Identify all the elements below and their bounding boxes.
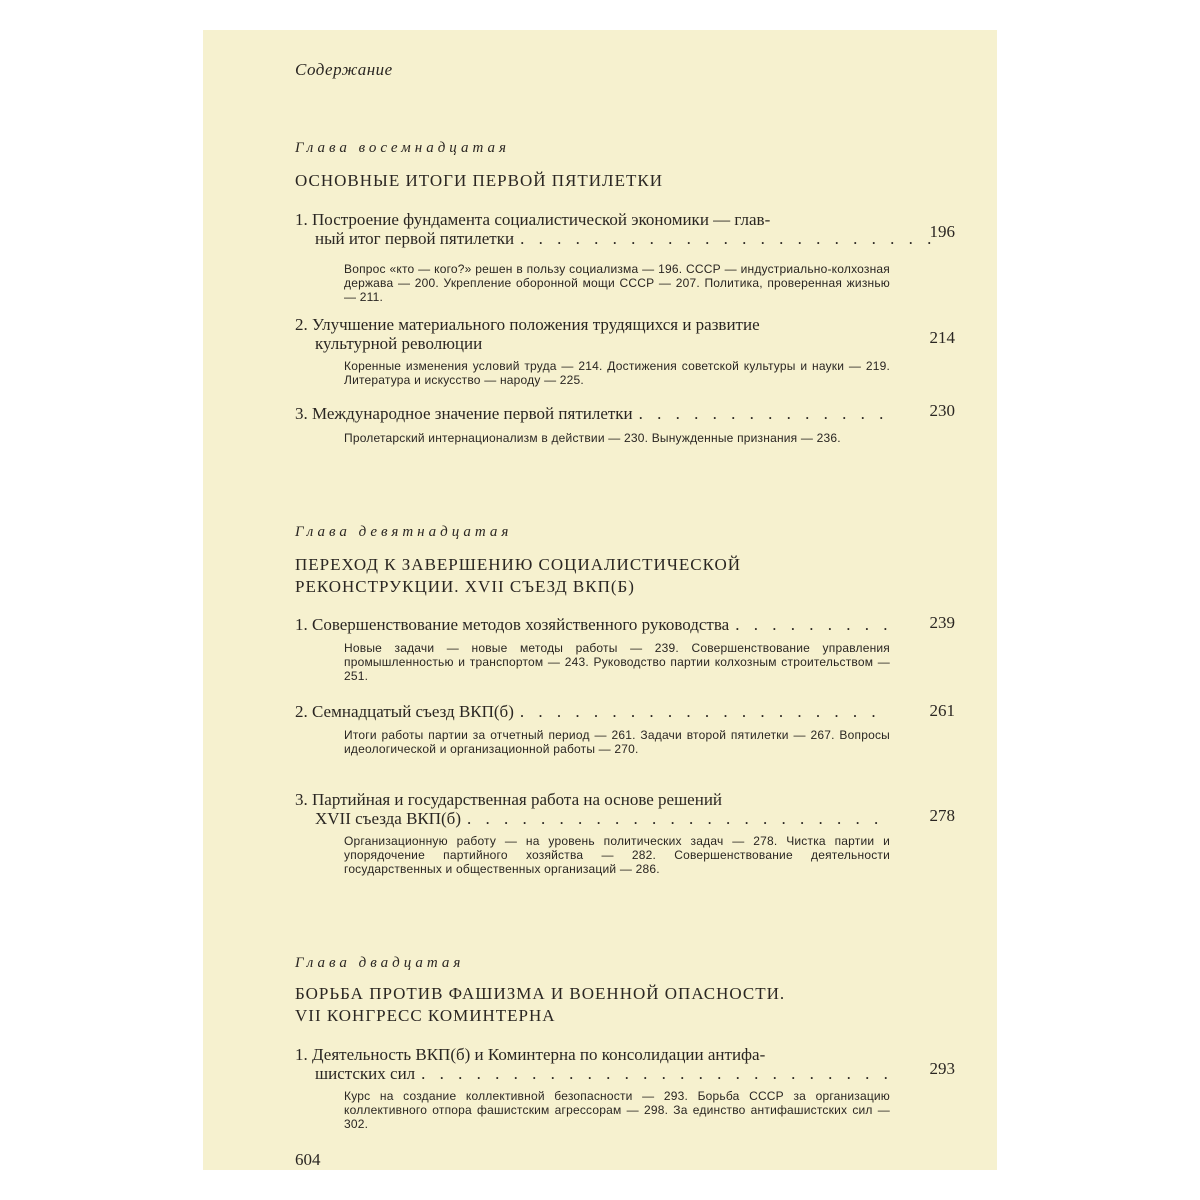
chapter-title-line: ПЕРЕХОД К ЗАВЕРШЕНИЮ СОЦИАЛИСТИЧЕСКОЙ [295,555,742,574]
section-title-line: 1. Деятельность ВКП(б) и Коминтерна по консолидации антифа- [295,1045,766,1064]
section-page-number: 230 [929,401,955,420]
section-page-number: 278 [929,806,955,825]
section-title-line: культурной революции [315,334,483,353]
page-number: 604 [295,1150,321,1169]
toc-section-19-2 [295,701,955,756]
toc-section-20-1 [295,1045,955,1131]
section-summary: Коренные изменения условий труда — 214. Достижения советской культуры и науки — 219. Литература и искусство — народу — 225. [344,359,890,387]
section-title-row [295,809,950,828]
section-title-line: 2. Улучшение материального положения трудящихся и развитие [295,315,760,334]
section-summary: Пролетарский интернационализм в действии — 230. Вынужденные признания — 236. [344,431,841,445]
section-page-number: 239 [929,613,955,632]
chapter-title-line: ОСНОВНЫЕ ИТОГИ ПЕРВОЙ ПЯТИЛЕТКИ [295,171,663,190]
section-title-line: 3. Международное значение первой пятилетки [295,404,633,423]
toc-section-18-3 [295,401,955,445]
section-title-row [295,1064,950,1083]
chapter-20-label: Глава двадцатая [295,955,465,971]
page-header: Содержание [295,60,393,79]
toc-section-18-1 [295,210,955,304]
dot-leader [520,229,944,248]
section-summary: Курс на создание коллективной безопасности — 293. Борьба СССР за организацию коллективного отпора фашистским агрессорам — 298. За единство антифашистских сил — 302. [344,1089,890,1131]
section-title-row [295,334,950,353]
section-title-line: шистских сил [315,1064,416,1083]
chapter-18-title [295,170,855,192]
dot-leader [520,702,890,721]
chapter-18-label: Глава восемнадцатая [295,140,510,156]
chapter-19-label: Глава девятнадцатая [295,524,513,540]
chapter-title-line: РЕКОНСТРУКЦИИ. XVII СЪЕЗД ВКП(Б) [295,577,635,596]
section-summary: Вопрос «кто — кого?» решен в пользу социализма — 196. СССР — индустриально-колхозная держава — 200. Укрепление оборонной мощи СССР — 207. Политика, проверенная жизнью — 211. [344,262,890,304]
section-title-row [295,615,950,634]
section-page-number: 261 [929,701,955,720]
chapter-title-line: БОРЬБА ПРОТИВ ФАШИЗМА И ВОЕННОЙ ОПАСНОСТИ. [295,984,786,1003]
dot-leader [735,615,890,634]
section-title-line: XVII съезда ВКП(б) [315,809,461,828]
section-summary: Новые задачи — новые методы работы — 239. Совершенствование управления промышленностью и транспортом — 243. Руководство партии колхозным строительством — 251. [344,641,890,683]
section-title-line: ный итог первой пятилетки [315,229,515,248]
section-title-row [295,702,950,721]
toc-section-19-1 [295,613,955,683]
section-title-line: 1. Построение фундамента социалистической экономики — глав- [295,210,771,229]
section-summary: Организационную работу — на уровень политических задач — 278. Чистка партии и упорядочение партийного хозяйства — 282. Совершенствование деятельности государственных и общественных организаций — 286. [344,834,890,876]
chapter-19-title [295,554,855,598]
dot-leader [421,1064,890,1083]
section-title-line: 1. Совершенствование методов хозяйственного руководства [295,615,730,634]
section-summary: Итоги работы партии за отчетный период — 261. Задачи второй пятилетки — 267. Вопросы идеологической и организационной работы — 270. [344,728,890,756]
section-page-number: 293 [929,1059,955,1078]
chapter-title-line: VII КОНГРЕСС КОМИНТЕРНА [295,1006,556,1025]
toc-section-19-3 [295,790,955,876]
book-page [203,30,997,1170]
section-title-row [295,404,950,423]
section-page-number: 196 [929,222,955,241]
chapter-20-title [295,983,855,1027]
toc-section-18-2 [295,315,955,387]
section-title-line: 2. Семнадцатый съезд ВКП(б) [295,702,514,721]
section-title-row [295,229,950,248]
dot-leader [467,809,890,828]
dot-leader [639,404,890,423]
section-page-number: 214 [929,328,955,347]
section-title-line: 3. Партийная и государственная работа на основе решений [295,790,723,809]
